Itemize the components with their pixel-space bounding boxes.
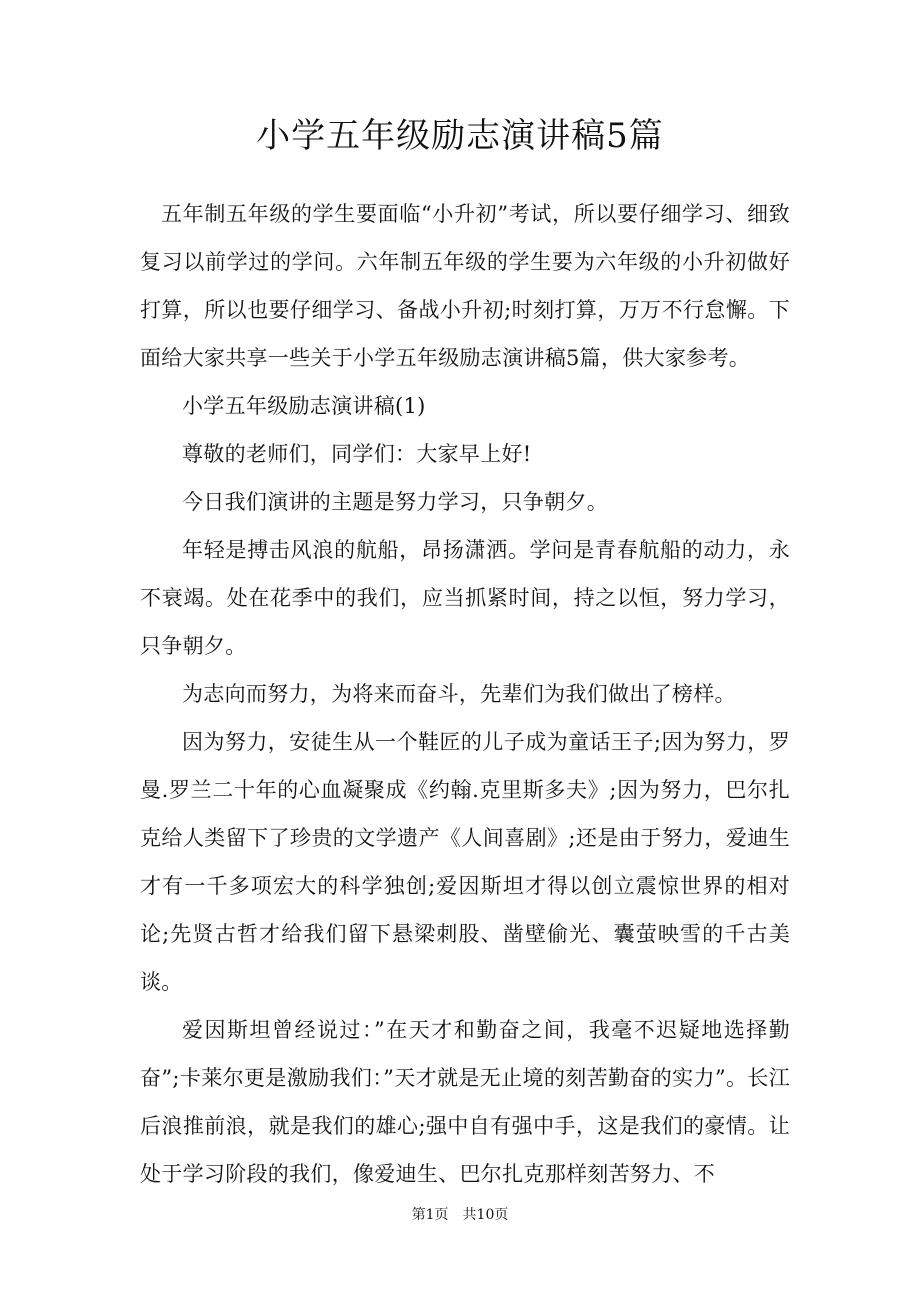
document-title: 小学五年级励志演讲稿5篇 xyxy=(256,116,664,156)
body-paragraph: 为志向而努力，为将来而奋斗，先辈们为我们做出了榜样。 xyxy=(182,682,736,706)
body-paragraph: 年轻是搏击风浪的航船，昂扬潇洒。学问是青春航船的动力，永不衰竭。处在花季中的我们，应当抓紧时间，持之以恒，努力学习，只争朝夕。 xyxy=(140,538,790,658)
page-total: 共10页 xyxy=(462,1207,509,1223)
section-heading: 小学五年级励志演讲稿(1) xyxy=(182,394,426,418)
body-paragraph: 因为努力，安徒生从一个鞋匠的儿子成为童话王子;因为努力，罗曼.罗兰二十年的心血凝聚成《约翰.克里斯多夫》;因为努力，巴尔扎克给人类留下了珍贵的文学遗产《人间喜剧》;还是由于努力，爱迪生才有一千多项宏大的科学独创;爱因斯坦才得以创立震惊世界的相对论;先贤古哲才给我们留下悬梁刺股、凿壁偷光、囊萤映雪的千古美谈。 xyxy=(140,730,790,994)
body-paragraph: 今日我们演讲的主题是努力学习，只争朝夕。 xyxy=(182,490,608,514)
page-footer xyxy=(0,1205,920,1225)
document-body xyxy=(140,190,790,1198)
greeting-paragraph: 尊敬的老师们，同学们：大家早上好! xyxy=(182,442,532,466)
body-paragraph: 爱因斯坦曾经说过：”在天才和勤奋之间，我毫不迟疑地选择勤奋”;卡莱尔更是激励我们：”天才就是无止境的刻苦勤奋的实力”。长江后浪推前浪，就是我们的雄心;强中自有强中手，这是我们的豪情。让处于学习阶段的我们，像爱迪生、巴尔扎克那样刻苦努力、不 xyxy=(140,1018,790,1186)
intro-paragraph: 五年制五年级的学生要面临“小升初”考试，所以要仔细学习、细致复习以前学过的学问。六年制五年级的学生要为六年级的小升初做好打算，所以也要仔细学习、备战小升初;时刻打算，万万不行怠懈。下面给大家共享一些关于小学五年级励志演讲稿5篇，供大家参考。 xyxy=(140,202,790,370)
page-number: 第1页 xyxy=(411,1207,449,1223)
